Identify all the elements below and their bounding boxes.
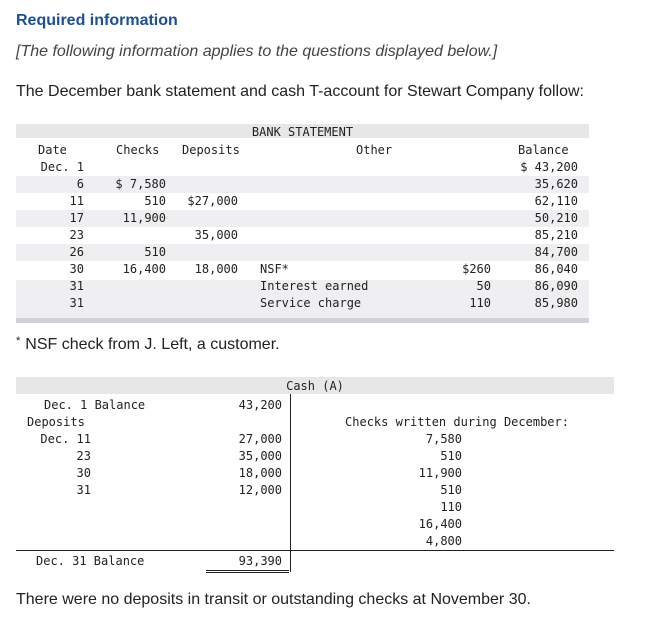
deposit-amount: 18,000 bbox=[238, 466, 282, 480]
required-information-heading: Required information bbox=[16, 12, 178, 29]
row-checks: $ 7,580 bbox=[115, 177, 166, 191]
cash-account-title: Cash (A) bbox=[286, 379, 344, 393]
col-date: Date bbox=[38, 143, 67, 157]
row-date: 31 bbox=[69, 279, 84, 293]
check-amount: 11,900 bbox=[418, 466, 462, 480]
intro-text: The December bank statement and cash T-account for Stewart Company follow: bbox=[16, 83, 584, 100]
row-other-amount: 110 bbox=[469, 296, 491, 310]
row-balance: 62,110 bbox=[534, 194, 578, 208]
row-date: 6 bbox=[76, 177, 84, 191]
check-amount: 7,580 bbox=[425, 432, 462, 446]
bank-statement bbox=[16, 124, 589, 322]
opening-balance-amount: 43,200 bbox=[238, 398, 282, 412]
row-balance: 85,210 bbox=[534, 228, 578, 242]
row-balance: 86,040 bbox=[534, 262, 578, 276]
col-balance: Balance bbox=[518, 143, 569, 157]
row-date: 30 bbox=[69, 262, 84, 276]
footnote bbox=[16, 336, 280, 354]
row-date: 11 bbox=[69, 194, 84, 208]
check-amount: 110 bbox=[440, 500, 462, 514]
deposit-date: 31 bbox=[76, 483, 91, 497]
check-amount: 16,400 bbox=[418, 517, 462, 531]
row-balance: 86,090 bbox=[534, 279, 578, 293]
cash-t-account bbox=[16, 377, 614, 573]
row-balance: 35,620 bbox=[534, 177, 578, 191]
row-checks: 11,900 bbox=[122, 211, 166, 225]
deposit-date: 30 bbox=[76, 466, 91, 480]
row-deposits: 35,000 bbox=[194, 228, 238, 242]
checks-written-label: Checks written during December: bbox=[345, 415, 569, 429]
opening-balance-label: Dec. 1 Balance bbox=[44, 398, 146, 412]
row-date: 31 bbox=[69, 296, 84, 310]
row-other-amount: 50 bbox=[476, 279, 491, 293]
closing-balance-amount: 93,390 bbox=[238, 554, 282, 568]
deposit-date: Dec. 11 bbox=[40, 432, 91, 446]
closing-balance-label: Dec. 31 Balance bbox=[36, 554, 145, 568]
info-note: [The following information applies to the questions displayed below.] bbox=[16, 43, 498, 60]
col-deposits: Deposits bbox=[182, 143, 240, 157]
row-date: 26 bbox=[69, 245, 84, 259]
check-amount: 4,800 bbox=[425, 534, 462, 548]
row-deposits: $27,000 bbox=[187, 194, 238, 208]
deposit-amount: 27,000 bbox=[238, 432, 282, 446]
footnote-marker: * bbox=[16, 335, 21, 347]
footnote-text: NSF check from J. Left, a customer. bbox=[25, 336, 280, 353]
row-other-label: Interest earned bbox=[260, 279, 369, 293]
bank-statement-title: BANK STATEMENT bbox=[251, 125, 354, 139]
row-balance: 85,980 bbox=[534, 296, 578, 310]
deposit-date: 23 bbox=[76, 449, 91, 463]
deposit-amount: 12,000 bbox=[238, 483, 282, 497]
row-balance: 84,700 bbox=[534, 245, 578, 259]
row-checks: 510 bbox=[144, 194, 166, 208]
closing-text: There were no deposits in transit or outstanding checks at November 30. bbox=[16, 591, 531, 608]
check-amount: 510 bbox=[440, 483, 462, 497]
row-date: 17 bbox=[69, 211, 84, 225]
deposits-label: Deposits bbox=[27, 415, 85, 429]
deposit-amount: 35,000 bbox=[238, 449, 282, 463]
row-checks: 510 bbox=[144, 245, 166, 259]
row-balance: 50,210 bbox=[534, 211, 578, 225]
col-checks: Checks bbox=[116, 143, 160, 157]
check-amount: 510 bbox=[440, 449, 462, 463]
row-date: 23 bbox=[69, 228, 84, 242]
row-balance: $ 43,200 bbox=[520, 160, 578, 174]
row-other-amount: $260 bbox=[462, 262, 491, 276]
row-deposits: 18,000 bbox=[194, 262, 238, 276]
row-checks: 16,400 bbox=[122, 262, 166, 276]
row-date: Dec. 1 bbox=[40, 160, 84, 174]
col-other: Other bbox=[356, 143, 393, 157]
row-other-label: NSF* bbox=[260, 262, 289, 276]
row-other-label: Service charge bbox=[260, 296, 362, 310]
